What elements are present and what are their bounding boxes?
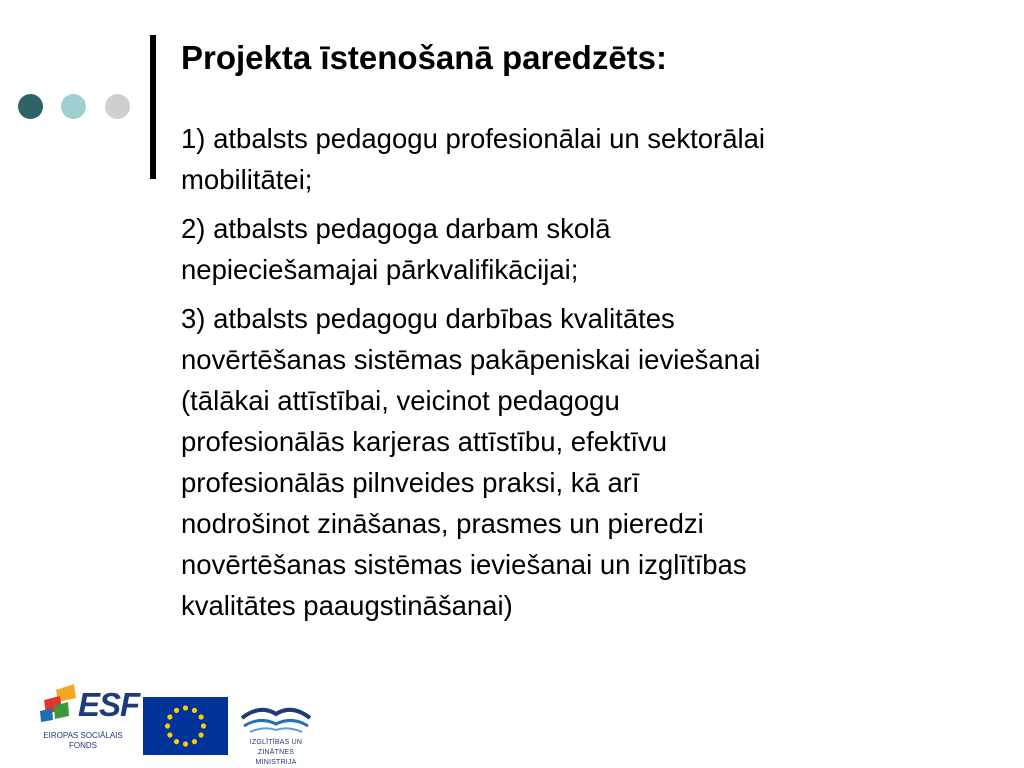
open-book-icon	[234, 696, 318, 736]
esf-caption-line: FONDS	[69, 741, 97, 750]
ministry-caption-line: MINISTRIJA	[255, 759, 297, 766]
list-item-line: profesionālās pilnveides praksi, kā arī	[181, 467, 640, 498]
list-item-line: 1) atbalsts pedagogu profesionālai un sektorālai	[181, 123, 765, 154]
list-item-line: (tālākai attīstībai, veicinot pedagogu	[181, 385, 620, 416]
list-item-line: novērtēšanas sistēmas pakāpeniskai ieviešanai	[181, 344, 761, 375]
dot-light-teal	[61, 94, 86, 119]
eu-flag-logo	[143, 697, 228, 755]
list-item-line: kvalitātes paaugstināšanai)	[181, 590, 513, 621]
list-item	[181, 118, 981, 200]
list-item-line: 2) atbalsts pedagoga darbam skolā	[181, 213, 611, 244]
list-item-line: novērtēšanas sistēmas ieviešanai un izglītības	[181, 549, 747, 580]
list-item-line: profesionālās karjeras attīstību, efektīvu	[181, 426, 668, 457]
esf-logo	[38, 684, 138, 768]
slide-body	[181, 118, 981, 634]
ministry-caption	[234, 738, 318, 768]
logo-strip	[38, 684, 328, 768]
esf-mark-icon	[38, 684, 82, 724]
list-item-line: 3) atbalsts pedagogu darbības kvalitātes	[181, 303, 675, 334]
list-item-line: nepieciešamajai pārkvalifikācijai;	[181, 254, 579, 285]
slide-title: Projekta īstenošanā paredzēts:	[181, 39, 668, 76]
list-item-line: nodrošinot zināšanas, prasmes un pieredzi	[181, 508, 704, 539]
ministry-logo	[234, 696, 318, 768]
list-item	[181, 298, 981, 626]
esf-caption	[38, 731, 128, 751]
list-item-line: mobilitātei;	[181, 164, 313, 195]
esf-caption-line: EIROPAS SOCIĀLAIS	[43, 731, 123, 740]
list-item	[181, 208, 981, 290]
dot-dark-teal	[18, 94, 43, 119]
esf-letters: ESF	[78, 686, 140, 723]
dot-light-gray	[105, 94, 130, 119]
eu-stars-icon	[143, 697, 228, 755]
decorative-dots	[18, 94, 133, 120]
ministry-caption-line: IZGLĪTĪBAS UN ZINĀTNES	[249, 739, 303, 756]
title-divider-bar	[150, 35, 156, 179]
